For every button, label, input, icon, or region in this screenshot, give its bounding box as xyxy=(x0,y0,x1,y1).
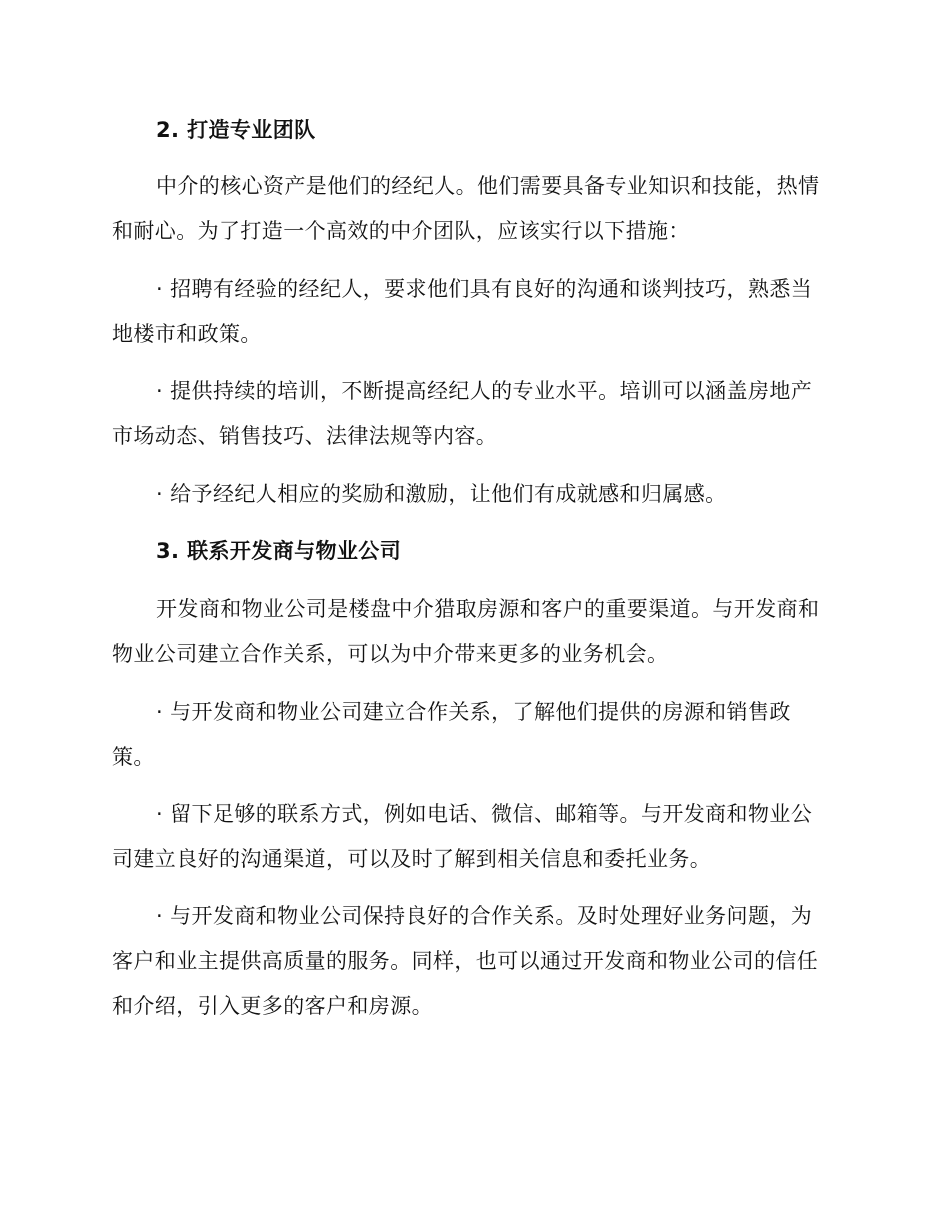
paragraph-line: 司建立良好的沟通渠道，可以及时了解到相关信息和委托业务。 xyxy=(112,847,712,871)
paragraph-line: 中介的核心资产是他们的经纪人。他们需要具备专业知识和技能，热情 xyxy=(156,174,820,198)
bullet-line: · 招聘有经验的经纪人，要求他们具有良好的沟通和谈判技巧，熟悉当 xyxy=(156,277,813,301)
paragraph-line: 地楼市和政策。 xyxy=(112,322,262,346)
paragraph-line: 和介绍，引入更多的客户和房源。 xyxy=(112,994,433,1018)
bullet-line: · 留下足够的联系方式，例如电话、微信、邮箱等。与开发商和物业公 xyxy=(156,802,813,826)
bullet-line: · 给予经纪人相应的奖励和激励，让他们有成就感和归属感。 xyxy=(156,482,727,506)
bullet-line: · 提供持续的培训，不断提高经纪人的专业水平。培训可以涵盖房地产 xyxy=(156,379,813,403)
section-heading: 3. 联系开发商与物业公司 xyxy=(156,539,402,563)
paragraph-line: 开发商和物业公司是楼盘中介猎取房源和客户的重要渠道。与开发商和 xyxy=(156,597,820,621)
paragraph-line: 策。 xyxy=(112,745,155,769)
paragraph-line: 客户和业主提供高质量的服务。同样，也可以通过开发商和物业公司的信任 xyxy=(112,949,819,973)
paragraph-line: 物业公司建立合作关系，可以为中介带来更多的业务机会。 xyxy=(112,642,669,666)
bullet-line: · 与开发商和物业公司建立合作关系，了解他们提供的房源和销售政 xyxy=(156,700,791,724)
paragraph-line: 市场动态、销售技巧、法律法规等内容。 xyxy=(112,424,498,448)
section-heading: 2. 打造专业团队 xyxy=(156,118,316,142)
bullet-line: · 与开发商和物业公司保持良好的合作关系。及时处理好业务问题，为 xyxy=(156,904,813,928)
paragraph-line: 和耐心。为了打造一个高效的中介团队，应该实行以下措施： xyxy=(112,219,690,243)
